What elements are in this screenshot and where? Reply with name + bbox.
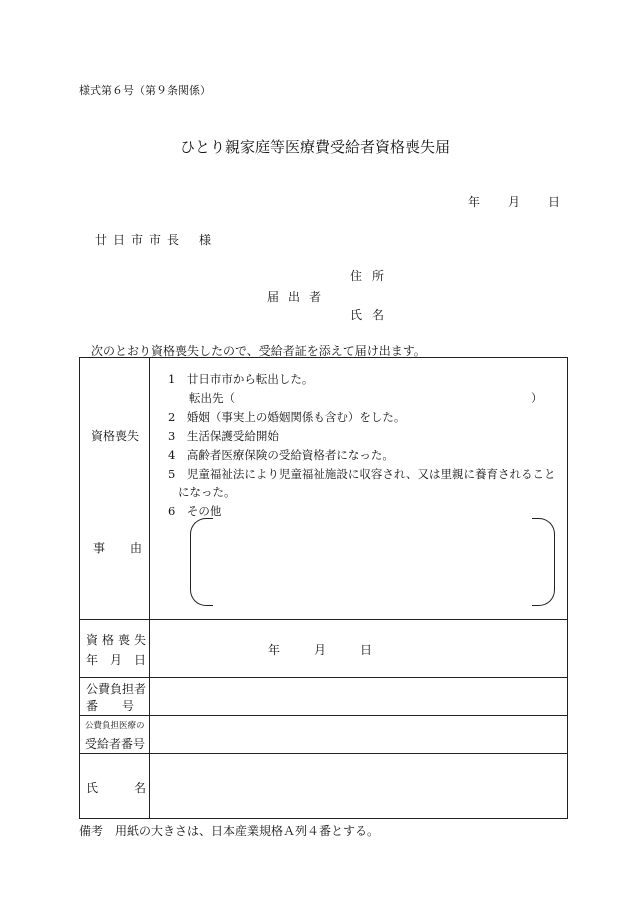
reason-option-6[interactable]: 6 その他	[168, 504, 222, 518]
other-reason-field[interactable]	[214, 522, 530, 602]
form-table	[79, 357, 568, 819]
name-label-1: 氏	[86, 781, 99, 795]
row-divider	[80, 677, 567, 678]
other-bracket-right	[532, 518, 555, 606]
payer-number-label-2: 番 号	[86, 699, 135, 713]
intro-text: 次のとおり資格喪失したので、受給者証を添えて届け出ます。	[91, 344, 426, 358]
loss-date-label-2: 年 月 日	[86, 653, 147, 667]
reason-option-2[interactable]: 2 婚姻（事実上の婚姻関係も含む）をした。	[168, 410, 406, 424]
payer-number-label-1: 公費負担者	[86, 682, 147, 696]
reason-option-5[interactable]: 5 児童福祉法により児童福祉施設に収容され、又は里親に養育されること	[168, 467, 556, 481]
payer-number-field[interactable]	[151, 679, 567, 714]
addressee	[95, 231, 211, 248]
loss-date-year: 年	[268, 643, 281, 657]
recipient-number-label-1: 公費負担医療の	[85, 721, 145, 731]
reason-label-top: 資格喪失	[91, 429, 140, 443]
reason-option-3[interactable]: 3 生活保護受給開始	[168, 429, 279, 443]
date-year-label: 年	[468, 195, 481, 209]
row-divider	[80, 619, 567, 620]
other-bracket-left	[190, 518, 213, 606]
loss-date-month: 月	[314, 643, 327, 657]
form-number: 様式第６号（第９条関係）	[79, 84, 211, 97]
reason-option-1[interactable]: 1 廿日市市から転出した。	[168, 372, 314, 386]
recipient-number-field[interactable]	[151, 717, 567, 752]
recipient-number-label-2: 受給者番号	[85, 737, 146, 751]
reason-label-ji: 事	[93, 541, 106, 555]
date-month-label: 月	[508, 195, 521, 209]
loss-date-label-1: 資格喪失	[86, 633, 151, 647]
loss-date-field[interactable]	[151, 621, 567, 676]
name-field[interactable]	[151, 755, 567, 818]
name-label-2: 名	[134, 781, 147, 795]
reporter-name-label: 氏名	[350, 308, 395, 322]
reason-label-yu: 由	[130, 541, 143, 555]
reason-option-5-cont: になった。	[178, 485, 236, 499]
reason-option-4[interactable]: 4 高齢者医療保険の受給資格者になった。	[168, 448, 394, 462]
mayor-title: 廿日市市長	[95, 233, 186, 247]
destination-label: 転出先（	[189, 391, 235, 405]
submission-date	[468, 193, 560, 210]
date-day-label: 日	[548, 195, 561, 209]
footnote: 備考 用紙の大きさは、日本産業規格Ａ列４番とする。	[79, 824, 380, 838]
row-divider	[80, 715, 567, 716]
loss-date-day: 日	[360, 643, 373, 657]
form-title: ひとり親家庭等医療費受給者資格喪失届	[179, 138, 450, 156]
reporter-label: 届出者	[267, 290, 331, 304]
row-divider	[80, 753, 567, 754]
address-label: 住所	[350, 269, 395, 283]
destination-close-paren: ）	[531, 391, 543, 405]
table-divider	[149, 358, 150, 818]
honorific: 様	[199, 233, 212, 247]
